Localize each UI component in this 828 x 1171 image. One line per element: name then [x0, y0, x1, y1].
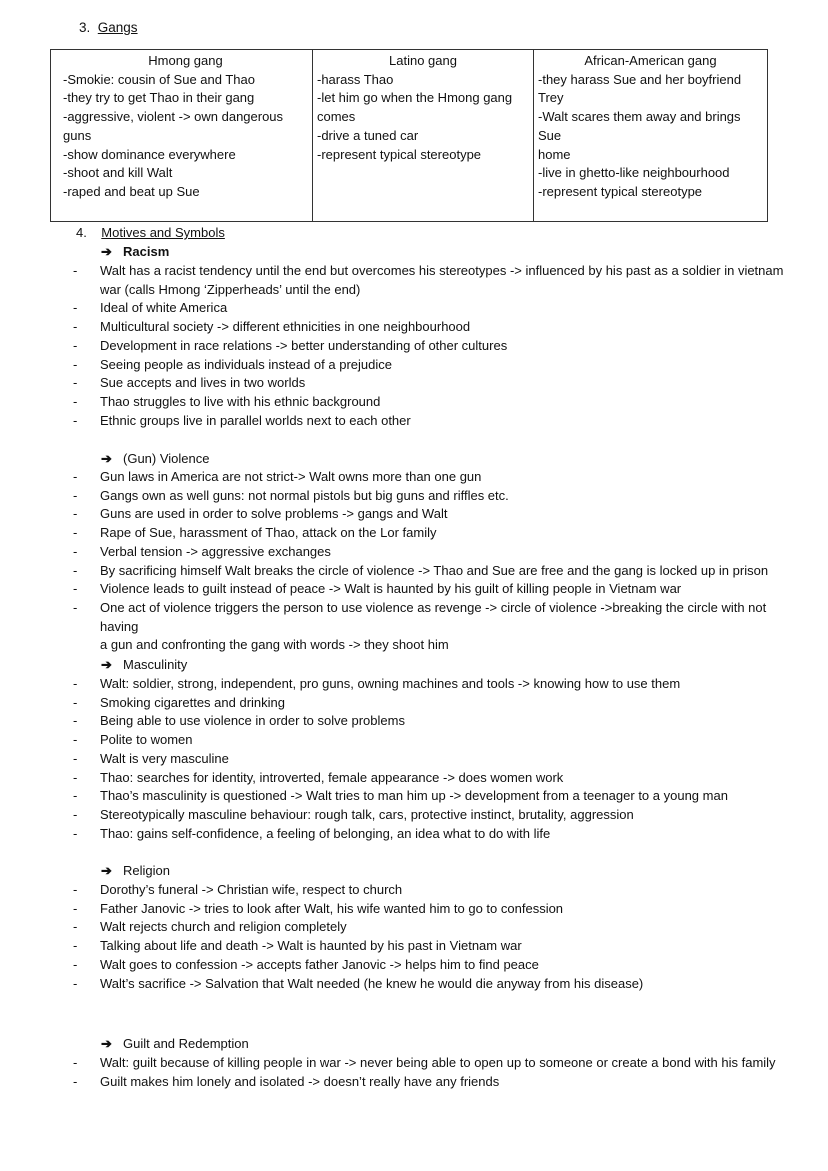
- motive-label: Masculinity: [123, 657, 188, 672]
- guilt-redemption-list: [0, 1054, 828, 1091]
- list-item: - Ideal of white America: [73, 300, 228, 316]
- motive-heading-gun-violence: [101, 450, 209, 469]
- list-item: - Thao’s masculinity is questioned -> Walt tries to man him up -> development from a teenager to a young man: [73, 788, 728, 804]
- list-item: - Polite to women: [73, 732, 193, 748]
- hmong-gang-header: Hmong gang: [148, 53, 223, 68]
- table-line: -represent typical stereotype: [538, 183, 703, 199]
- list-item: - Development in race relations -> better understanding of other cultures: [73, 337, 508, 353]
- list-item: - Thao struggles to live with his ethnic background: [73, 393, 381, 409]
- masculinity-list: [0, 675, 828, 843]
- table-line: comes: [317, 109, 356, 125]
- gun-violence-list: [0, 468, 828, 655]
- table-line: -Smokie: cousin of Sue and Thao: [63, 71, 255, 87]
- table-line: -shoot and kill Walt: [63, 165, 173, 181]
- list-item: - Walt goes to confession -> accepts father Janovic -> helps him to find peace: [73, 956, 539, 972]
- table-line: -raped and beat up Sue: [63, 183, 200, 199]
- section-3-heading: [79, 20, 138, 35]
- racism-list: [0, 262, 828, 430]
- list-item: - Guns are used in order to solve problems -> gangs and Walt: [73, 506, 448, 522]
- arrow-right-icon: ➔: [101, 451, 112, 466]
- list-item: - Rape of Sue, harassment of Thao, attack on the Lor family: [73, 525, 437, 541]
- list-item: - Thao: searches for identity, introverted, female appearance -> does women work: [73, 769, 564, 785]
- motive-label: Racism: [123, 244, 170, 259]
- list-item: - Father Janovic -> tries to look after Walt, his wife wanted him to go to confession: [73, 900, 564, 916]
- table-line: -harass Thao: [317, 71, 394, 87]
- table-line: guns: [63, 127, 92, 143]
- table-line: home: [538, 146, 571, 162]
- list-item: - Guilt makes him lonely and isolated -> doesn’t really have any friends: [73, 1073, 500, 1089]
- list-item: - Verbal tension -> aggressive exchanges: [73, 543, 331, 559]
- section-3-number: 3.: [79, 20, 91, 35]
- section-4-title: Motives and Symbols: [101, 225, 225, 240]
- motive-heading-masculinity: [101, 656, 187, 675]
- religion-list: [0, 881, 828, 993]
- list-item: - One act of violence triggers the person to use violence as revenge -> circle of violence ->breaking the circle with not having a gun and confronting the gang with words -> they shoot him: [73, 599, 767, 653]
- table-line: -they try to get Thao in their gang: [63, 90, 255, 106]
- list-item: - Walt has a racist tendency until the end but overcomes his stereotypes -> influenced by his past as a soldier in vietnam war (calls Hmong ‘Zipperheads’ until the end): [73, 263, 784, 297]
- table-line: -Walt scares them away and brings Sue: [538, 109, 741, 143]
- african-american-gang-cell: [534, 50, 768, 222]
- list-item: - Walt’s sacrifice -> Salvation that Walt needed (he knew he would die anyway from his disease): [73, 975, 644, 991]
- arrow-right-icon: ➔: [101, 657, 112, 672]
- latino-gang-header: Latino gang: [389, 53, 457, 68]
- table-line: -represent typical stereotype: [317, 146, 482, 162]
- list-item: - Smoking cigarettes and drinking: [73, 694, 285, 710]
- arrow-right-icon: ➔: [101, 244, 112, 259]
- list-item: - Walt is very masculine: [73, 750, 229, 766]
- list-item: - Talking about life and death -> Walt is haunted by his past in Vietnam war: [73, 938, 522, 954]
- section-4-number: 4.: [76, 225, 87, 240]
- arrow-right-icon: ➔: [101, 1036, 112, 1051]
- section-4-heading: [76, 225, 225, 240]
- table-line: -live in ghetto-like neighbourhood: [538, 165, 730, 181]
- hmong-gang-cell: [51, 50, 313, 222]
- list-item: - Violence leads to guilt instead of peace -> Walt is haunted by his guilt of killing people in Vietnam war: [73, 581, 682, 597]
- motive-label: Religion: [123, 863, 170, 878]
- list-item: - Thao: gains self-confidence, a feeling of belonging, an idea what to do with life: [73, 825, 551, 841]
- list-item: - Multicultural society -> different ethnicities in one neighbourhood: [73, 319, 471, 335]
- list-item: - Gangs own as well guns: not normal pistols but big guns and riffles etc.: [73, 487, 509, 503]
- list-item: - By sacrificing himself Walt breaks the circle of violence -> Thao and Sue are free and the gang is locked up in prison: [73, 562, 769, 578]
- list-item: - Being able to use violence in order to solve problems: [73, 713, 405, 729]
- list-item: - Walt: guilt because of killing people in war -> never being able to open up to someone or create a bond with his family: [73, 1055, 776, 1070]
- section-3-title: Gangs: [97, 20, 138, 35]
- gangs-table: [50, 49, 768, 222]
- motive-heading-religion: [101, 862, 170, 881]
- latino-gang-cell: [313, 50, 534, 222]
- table-line: -drive a tuned car: [317, 127, 419, 143]
- list-item: - Dorothy’s funeral -> Christian wife, respect to church: [73, 882, 403, 897]
- table-line: -aggressive, violent -> own dangerous: [63, 109, 284, 125]
- motive-label: Guilt and Redemption: [123, 1036, 249, 1051]
- motive-heading-guilt-redemption: [101, 1035, 249, 1054]
- list-item: - Walt rejects church and religion completely: [73, 919, 347, 935]
- table-line: -they harass Sue and her boyfriend Trey: [538, 71, 742, 106]
- table-line: -show dominance everywhere: [63, 146, 236, 162]
- list-item: - Ethnic groups live in parallel worlds next to each other: [73, 412, 411, 428]
- list-item: - Seeing people as individuals instead of a prejudice: [73, 356, 392, 372]
- list-item: - Stereotypically masculine behaviour: rough talk, cars, protective instinct, brutality, aggression: [73, 806, 634, 822]
- motive-heading-racism: [101, 243, 169, 262]
- african-american-gang-header: African-American gang: [584, 53, 717, 68]
- table-line: -let him go when the Hmong gang: [317, 90, 513, 106]
- list-item: - Gun laws in America are not strict-> Walt owns more than one gun: [73, 469, 482, 484]
- motive-label: (Gun) Violence: [123, 451, 210, 466]
- arrow-right-icon: ➔: [101, 863, 112, 878]
- list-item: - Walt: soldier, strong, independent, pro guns, owning machines and tools -> knowing how to use them: [73, 676, 681, 691]
- list-item: - Sue accepts and lives in two worlds: [73, 375, 306, 391]
